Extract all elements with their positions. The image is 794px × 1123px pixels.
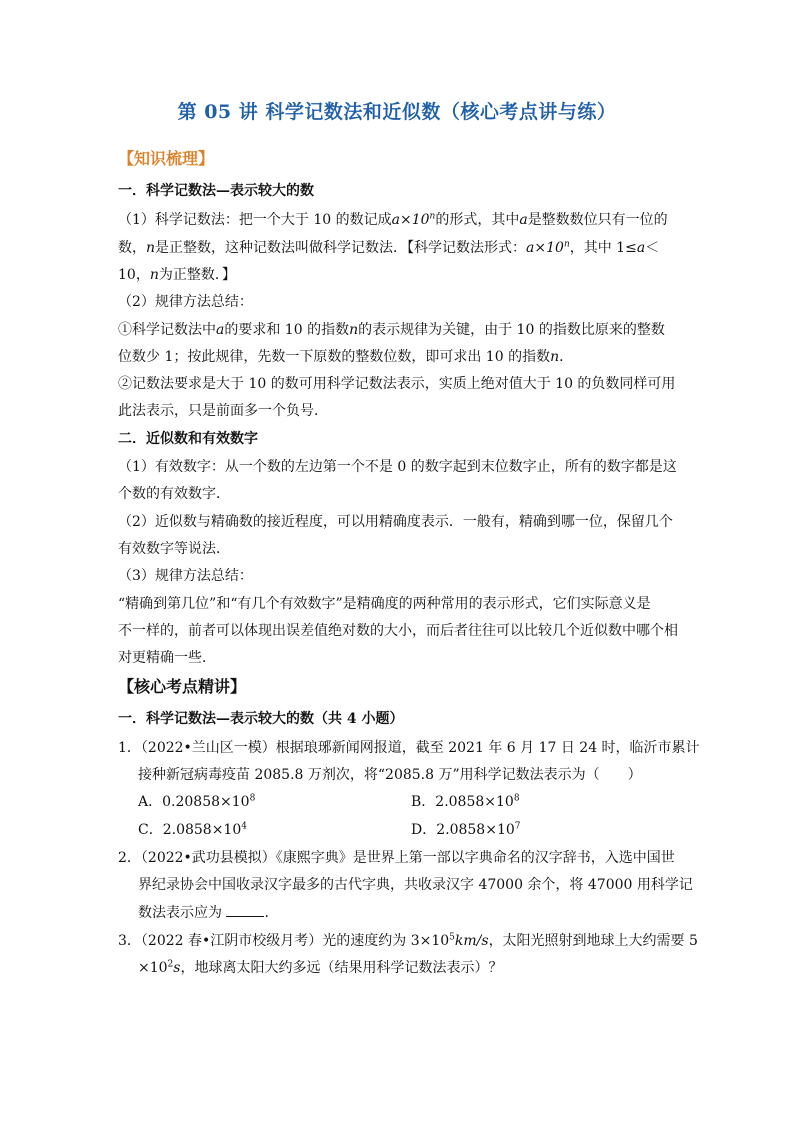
paragraph-line: （3）规律方法总结： xyxy=(118,568,253,584)
question-1-line: 接种新冠病毒疫苗 2085.8 万剂次，将“2085.8 万”用科学记数法表示为（ ） xyxy=(138,767,642,783)
heading-approx-numbers: 二．近似数和有效数字 xyxy=(118,431,258,447)
paragraph-line: 个数的有效数字． xyxy=(118,486,230,502)
paragraph-line: 位数少 1；按此规律，先数一下原数的整数位数，即可求出 10 的指数n． xyxy=(118,349,574,365)
paragraph-line: ②记数法要求是大于 10 的数可用科学记数法表示，实质上绝对值大于 10 的负数同样可用 xyxy=(118,376,676,392)
paragraph-line: （1）科学记数法：把一个大于 10 的数记成$a\times 10^n$的形式，其中a是整数数位只有一位的 xyxy=(118,211,668,228)
paragraph-line: 此法表示，只是前面多一个负号． xyxy=(118,403,328,419)
paragraph-line: （2）规律方法总结： xyxy=(118,294,253,310)
option-d: D．$2.0858\times 10^7$ xyxy=(411,821,521,838)
question-1-line: 1．（2022•兰山区一模）根据琅琊新闻网报道，截至 2021 年 6 月 17 日 24 时，临沂市累计 xyxy=(118,740,700,756)
question-2-line: 界纪录协会中国收录汉字最多的古代字典，共收录汉字 47000 余个，将 47000 用科学记 xyxy=(138,877,693,893)
option-c: C．$2.0858\times 10^4$ xyxy=(138,821,247,838)
option-b: B．$2.0858\times 10^8$ xyxy=(411,793,520,810)
page-title: 第 05 讲 科学记数法和近似数（核心考点讲与练） xyxy=(177,101,617,123)
paragraph-line: 数，n是正整数，这种记数法叫做科学记数法．【科学记数法形式：$a\times 10^n$，其中 1≤a＜ xyxy=(118,239,660,256)
question-2-line: 数法表示应为 ． xyxy=(138,905,279,921)
paragraph-line: “精确到第几位”和“有几个有效数字”是精确度的两种常用的表示形式，它们实际意义是 xyxy=(118,596,651,612)
question-3-line: 3．（2022 春•江阴市校级月考）光的速度约为 $3\times 10^5km/s$，太阳光照射到地球上大约需要 5 xyxy=(118,932,698,949)
paragraph-line: （2）近似数与精确数的接近程度，可以用精确度表示．一般有，精确到哪一位，保留几个 xyxy=(118,514,673,530)
section-tag-knowledge: 【知识梳理】 xyxy=(118,149,215,168)
paragraph-line: 不一样的，前者可以体现出误差值绝对数的大小，而后者往往可以比较几个近似数中哪个相 xyxy=(118,623,678,639)
paragraph-line: 有效数字等说法． xyxy=(118,541,230,557)
heading-core-sci-notation: 一．科学记数法—表示较大的数（共 4 小题） xyxy=(118,711,404,727)
section-tag-core: 【核心考点精讲】 xyxy=(118,677,247,696)
paragraph-line: （1）有效数字：从一个数的左边第一个不是 0 的数字起到末位数字止，所有的数字都是这 xyxy=(118,459,677,475)
paragraph-line: ①科学记数法中a的要求和 10 的指数n的表示规律为关键，由于 10 的指数比原来的整数 xyxy=(118,322,665,338)
heading-sci-notation: 一．科学记数法—表示较大的数 xyxy=(118,183,314,199)
question-3-line: $\times 10^2s$，地球离太阳大约多远（结果用科学记数法表示）？ xyxy=(138,959,503,976)
paragraph-line: 10，n为正整数．】 xyxy=(118,267,236,283)
answer-blank[interactable] xyxy=(226,904,264,917)
option-a: A．$0.20858\times 10^8$ xyxy=(138,793,256,810)
question-2-line: 2．（2022•武功县模拟）《康熙字典》是世界上第一部以字典命名的汉字辞书，入选中国世 xyxy=(118,850,675,866)
paragraph-line: 对更精确一些． xyxy=(118,650,216,666)
